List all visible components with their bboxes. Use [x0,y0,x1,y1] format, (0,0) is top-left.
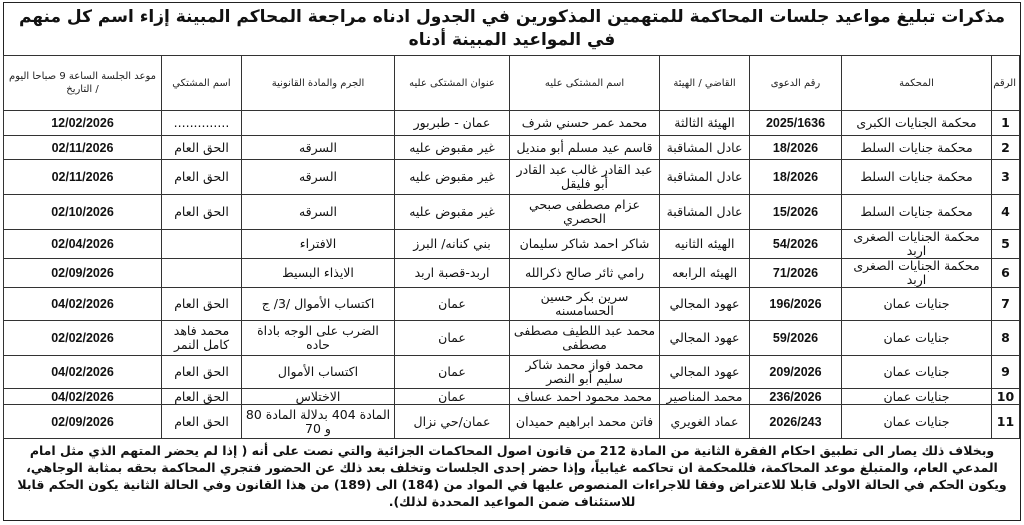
cell-defendant: عبد القادر غالب عبد القادر أبو فليقل [510,160,660,195]
cell-court: جنايات عمان [842,405,992,439]
header-case: رقم الدعوى [750,56,842,111]
header-address: عنوان المشتكى عليه [395,56,510,111]
cell-defendant: شاكر احمد شاكر سليمان [510,230,660,259]
cell-case: 196/2026 [750,288,842,321]
legal-footer-note: وبخلاف ذلك يصار الى تطبيق احكام الفقرة الثانية من المادة 212 من قانون اصول المحاكمات الجزائية والتي نصت على أنه ( إذا لم يحضر المتهم الذي مثل امام المدعي العام، والمتبلغ موعد المحاكمة، فللمحكمة ان تحاكمه غيابياً، وإذا حضر إحدى الجلسات وتخلف بعد ذلك عن الحضور فتجري المحاكمة بحقه بمثابة الوجاهي، ويكون الحكم في الحالة الاولى قابلا للاعتراض وفقا للاجراءات المنصوص عليها في المواد من (184) الى (189) من هذا القانون وفي الحالة الثانية يكون الحكم قابلا للاستئناف ضمن المواعيد المحددة لذلك). [17,443,1007,509]
cell-num: 5 [992,230,1020,259]
table-row [4,230,1020,259]
cell-plaintiff: الحق العام [162,195,242,230]
cell-court: جنايات عمان [842,389,992,405]
cell-plaintiff: الحق العام [162,160,242,195]
cell-address: عمان/حي نزال [395,405,510,439]
cell-court: محكمة الجنايات الكبرى [842,111,992,136]
cell-judge: الهيئه الثانيه [660,230,750,259]
cell-address: عمان [395,321,510,356]
cell-judge: محمد المناصير [660,389,750,405]
notice-sheet [3,2,1021,521]
table-row [4,160,1020,195]
cell-case: 18/2026 [750,160,842,195]
cell-date: 04/02/2026 [4,356,162,389]
cell-plaintiff: الحق العام [162,356,242,389]
cell-plaintiff: محمد فاهد كامل النمر [162,321,242,356]
cell-address: بني كنانه/ البرز [395,230,510,259]
cell-judge: عادل المشاقبة [660,195,750,230]
table-row [4,136,1020,160]
cell-defendant: محمد فواز محمد شاكر سليم أبو النصر [510,356,660,389]
cell-case: 54/2026 [750,230,842,259]
cell-plaintiff [162,259,242,288]
cell-court: محكمة الجنايات الصغرى اربد [842,230,992,259]
cell-case: 209/2026 [750,356,842,389]
cell-date: 02/02/2026 [4,321,162,356]
cell-plaintiff: الحق العام [162,405,242,439]
cell-case: 15/2026 [750,195,842,230]
cell-plaintiff: الحق العام [162,288,242,321]
cell-case: 2025/1636 [750,111,842,136]
cell-address: عمان [395,389,510,405]
table-header-row [4,56,1020,111]
table-row [4,288,1020,321]
cell-address: عمان [395,288,510,321]
cell-judge: الهيئة الثالثة [660,111,750,136]
cell-judge: عهود المجالي [660,288,750,321]
cell-court: محكمة جنايات السلط [842,160,992,195]
cell-address: عمان [395,356,510,389]
cell-court: جنايات عمان [842,288,992,321]
cell-num: 7 [992,288,1020,321]
cell-defendant: محمد محمود احمد عساف [510,389,660,405]
header-plaintiff: اسم المشتكي [162,56,242,111]
cell-date: 02/04/2026 [4,230,162,259]
header-defendant: اسم المشتكى عليه [510,56,660,111]
cell-judge: عادل المشاقبة [660,160,750,195]
cell-crime [242,111,395,136]
cell-court: محكمة جنايات السلط [842,136,992,160]
table-row [4,195,1020,230]
header-date: موعد الجلسة الساعة 9 صباحا اليوم / التاريخ [4,56,162,111]
cell-address: غير مقبوض عليه [395,160,510,195]
cell-crime: الاختلاس [242,389,395,405]
header-court: المحكمة [842,56,992,111]
cell-crime: اكتساب الأموال /3/ ج [242,288,395,321]
cell-num: 10 [992,389,1020,405]
table-row [4,389,1020,405]
cell-court: محكمة الجنايات الصغرى اربد [842,259,992,288]
notice-table [3,55,1020,439]
cell-num: 4 [992,195,1020,230]
cell-num: 3 [992,160,1020,195]
cell-date: 02/11/2026 [4,136,162,160]
cell-defendant: محمد عمر حسني شرف [510,111,660,136]
cell-defendant: فاتن محمد ابراهيم حميدان [510,405,660,439]
cell-crime: اكتساب الأموال [242,356,395,389]
cell-plaintiff: الحق العام [162,389,242,405]
page-title: مذكرات تبليغ مواعيد جلسات المحاكمة للمتهمين المذكورين في الجدول ادناه مراجعة المحاكم المبينة إزاء اسم كل منهم في المواعيد المبينة أدناه [18,7,1005,50]
cell-defendant: سرين بكر حسين الحسامسنه [510,288,660,321]
cell-judge: عماد الغويري [660,405,750,439]
table-row [4,111,1020,136]
header-judge: القاضي / الهيئة [660,56,750,111]
cell-num: 9 [992,356,1020,389]
cell-case: 18/2026 [750,136,842,160]
cell-date: 02/11/2026 [4,160,162,195]
cell-plaintiff [162,230,242,259]
table-row [4,321,1020,356]
cell-crime: المادة 404 بدلالة المادة 80 و 70 [242,405,395,439]
table-row [4,405,1020,439]
cell-num: 1 [992,111,1020,136]
cell-court: جنايات عمان [842,356,992,389]
cell-crime: السرقه [242,136,395,160]
cell-num: 8 [992,321,1020,356]
cell-address: غير مقبوض عليه [395,136,510,160]
table-row [4,356,1020,389]
cell-plaintiff: .............. [162,111,242,136]
cell-defendant: عزام مصطفى صبحي الحصري [510,195,660,230]
cell-date: 04/02/2026 [4,288,162,321]
header-crime: الجرم والمادة القانونية [242,56,395,111]
cell-crime: السرقه [242,160,395,195]
cell-judge: عهود المجالي [660,321,750,356]
table-row [4,259,1020,288]
cell-date: 02/10/2026 [4,195,162,230]
cell-num: 11 [992,405,1020,439]
cell-case: 71/2026 [750,259,842,288]
cell-defendant: رامي ثائر صالح ذكرالله [510,259,660,288]
cell-case: 236/2026 [750,389,842,405]
cell-court: جنايات عمان [842,321,992,356]
cell-date: 02/09/2026 [4,405,162,439]
cell-judge: الهيئه الرابعه [660,259,750,288]
cell-num: 6 [992,259,1020,288]
header-num: الرقم [992,56,1020,111]
cell-crime: الضرب على الوجه باداة حاده [242,321,395,356]
cell-num: 2 [992,136,1020,160]
cell-case: 59/2026 [750,321,842,356]
cell-judge: عادل المشاقبة [660,136,750,160]
cell-date: 02/09/2026 [4,259,162,288]
cell-crime: السرقه [242,195,395,230]
cell-date: 04/02/2026 [4,389,162,405]
cell-crime: الافتراء [242,230,395,259]
cell-defendant: محمد عبد اللطيف مصطفى مصطفى [510,321,660,356]
cell-defendant: قاسم عيد مسلم أبو منديل [510,136,660,160]
cell-judge: عهود المجالي [660,356,750,389]
cell-address: غير مقبوض عليه [395,195,510,230]
cell-date: 12/02/2026 [4,111,162,136]
cell-address: اربد-قصبة اربد [395,259,510,288]
cell-address: عمان - طبربور [395,111,510,136]
cell-court: محكمة جنايات السلط [842,195,992,230]
cell-crime: الايذاء البسيط [242,259,395,288]
cell-plaintiff: الحق العام [162,136,242,160]
cell-case: 2026/243 [750,405,842,439]
